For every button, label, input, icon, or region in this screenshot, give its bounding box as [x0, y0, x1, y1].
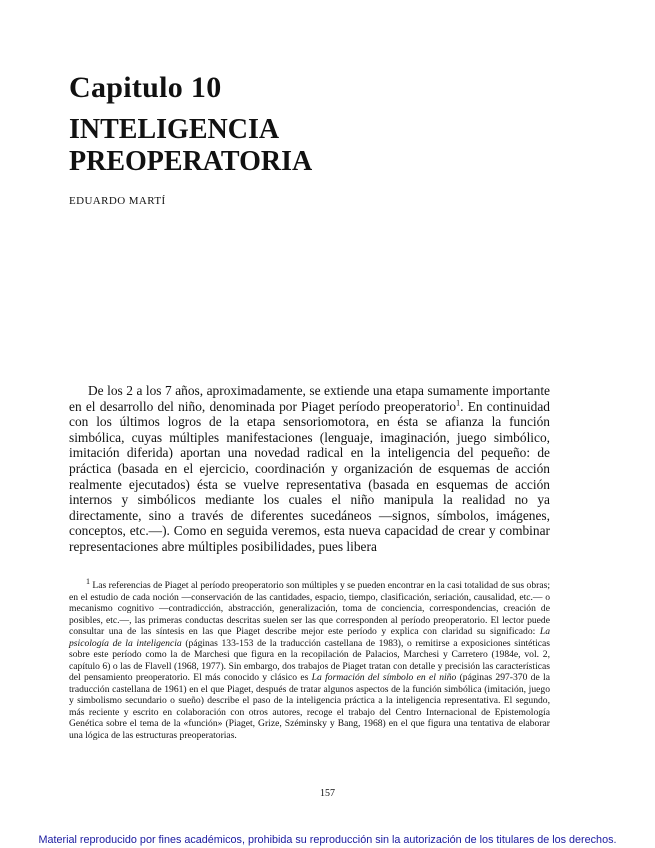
footnote-text-b: (páginas 133-153 de la traducción castellana de 1983), o remitirse a exposiciones sintéticas sobre este período como la de Marchesi que figura en la recopilación de Palacios, Marchesi y Carretero (1984e, vol. 2, capítulo 6) o las de Flavell (1968, 1977). Sin embargo, dos trabajos de Piaget tratan con detalle y precisión las características del pensamiento preoperatorio. El más conocido y clásico es — [69, 637, 550, 683]
author-name: EDUARDO MARTÍ — [69, 195, 166, 207]
copyright-disclaimer: Material reproducido por fines académicos, prohibida su reproducción sin la autorización de los titulares de los derechos. — [38, 834, 617, 846]
footnote-marker: 1 — [86, 576, 90, 586]
footnote-text-a: Las referencias de Piaget al período preoperatorio son múltiples y se pueden encontrar en la casi totalidad de sus obras; en el estudio de cada noción —conservación de las cantidades, espacio, tiempo, clasificación, seriación, causalidad, etc.— o mecanismo cognitivo —contradicción, abstracción, generalización, toma de conciencia, correspondencias, creación de posibles, etc.—, las primeras conductas descritas suelen ser las que corresponden al período preoperatorio. El lector puede consultar una de las síntesis en las que Piaget describe mejor este período y explica con claridad su significado: — [69, 580, 550, 637]
footnote-text-c: (páginas 297-370 de la traducción castellana de 1961) en el que Piaget, después de tratar algunos aspectos de la función simbólica (imitación, juego y simbolismo secundario o sueño) describe el paso de la inteligencia práctica a la inteligencia representativa. El segundo, más reciente y escrito en colaboración con otros autores, recoge el trabajo del Centro Internacional de Epistemología Genética sobre el tema de la «función» (Piaget, Grize, Széminsky y Bang, 1968) en el que figura una tentativa de elaborar una lógica de las estructuras preoperatorias. — [69, 672, 550, 741]
chapter-title-line-2: PREOPERATORIA — [69, 146, 313, 177]
body-text-part-2: . En continuidad con los últimos logros de la etapa sensoriomotora, en ésta se afianza la función simbólica, cuyas múltiples manifestaciones (lenguaje, imaginación, juego simbólico, imitación diferida) aportan una novedad radical en la inteligencia del pequeño: de práctica (basada en el ejercicio, coordinación y organización de esquemas de acción realmente ejecutados) ésta se vuelve representativa (basada en esquemas de acción internos y simbólicos mediante los cuales el niño manipula la realidad no ya directamente, sino a través de diferentes sucedáneos —signos, símbolos, imágenes, conceptos, etc.—). Como en seguida veremos, esta nueva capacidad de crear y combinar representaciones abre múltiples posibilidades, pues libera — [69, 398, 551, 554]
body-text-part-1: De los 2 a los 7 años, aproximadamente, se extiende una etapa sumamente importante en el desarrollo del niño, denominada por Piaget período preoperatorio — [69, 383, 550, 414]
page-number: 157 — [320, 788, 335, 799]
footnote-book-title-2: La formación del símbolo en el niño — [311, 672, 457, 683]
footnote-reference[interactable]: 1 — [456, 398, 461, 408]
body-paragraph — [69, 383, 550, 555]
footnote-book-title-1: La psicología de la inteligencia — [69, 626, 550, 649]
chapter-title-line-1: INTELIGENCIA — [69, 114, 280, 145]
footnote — [69, 576, 550, 741]
chapter-title — [69, 114, 312, 178]
chapter-number: Capitulo 10 — [69, 71, 222, 104]
